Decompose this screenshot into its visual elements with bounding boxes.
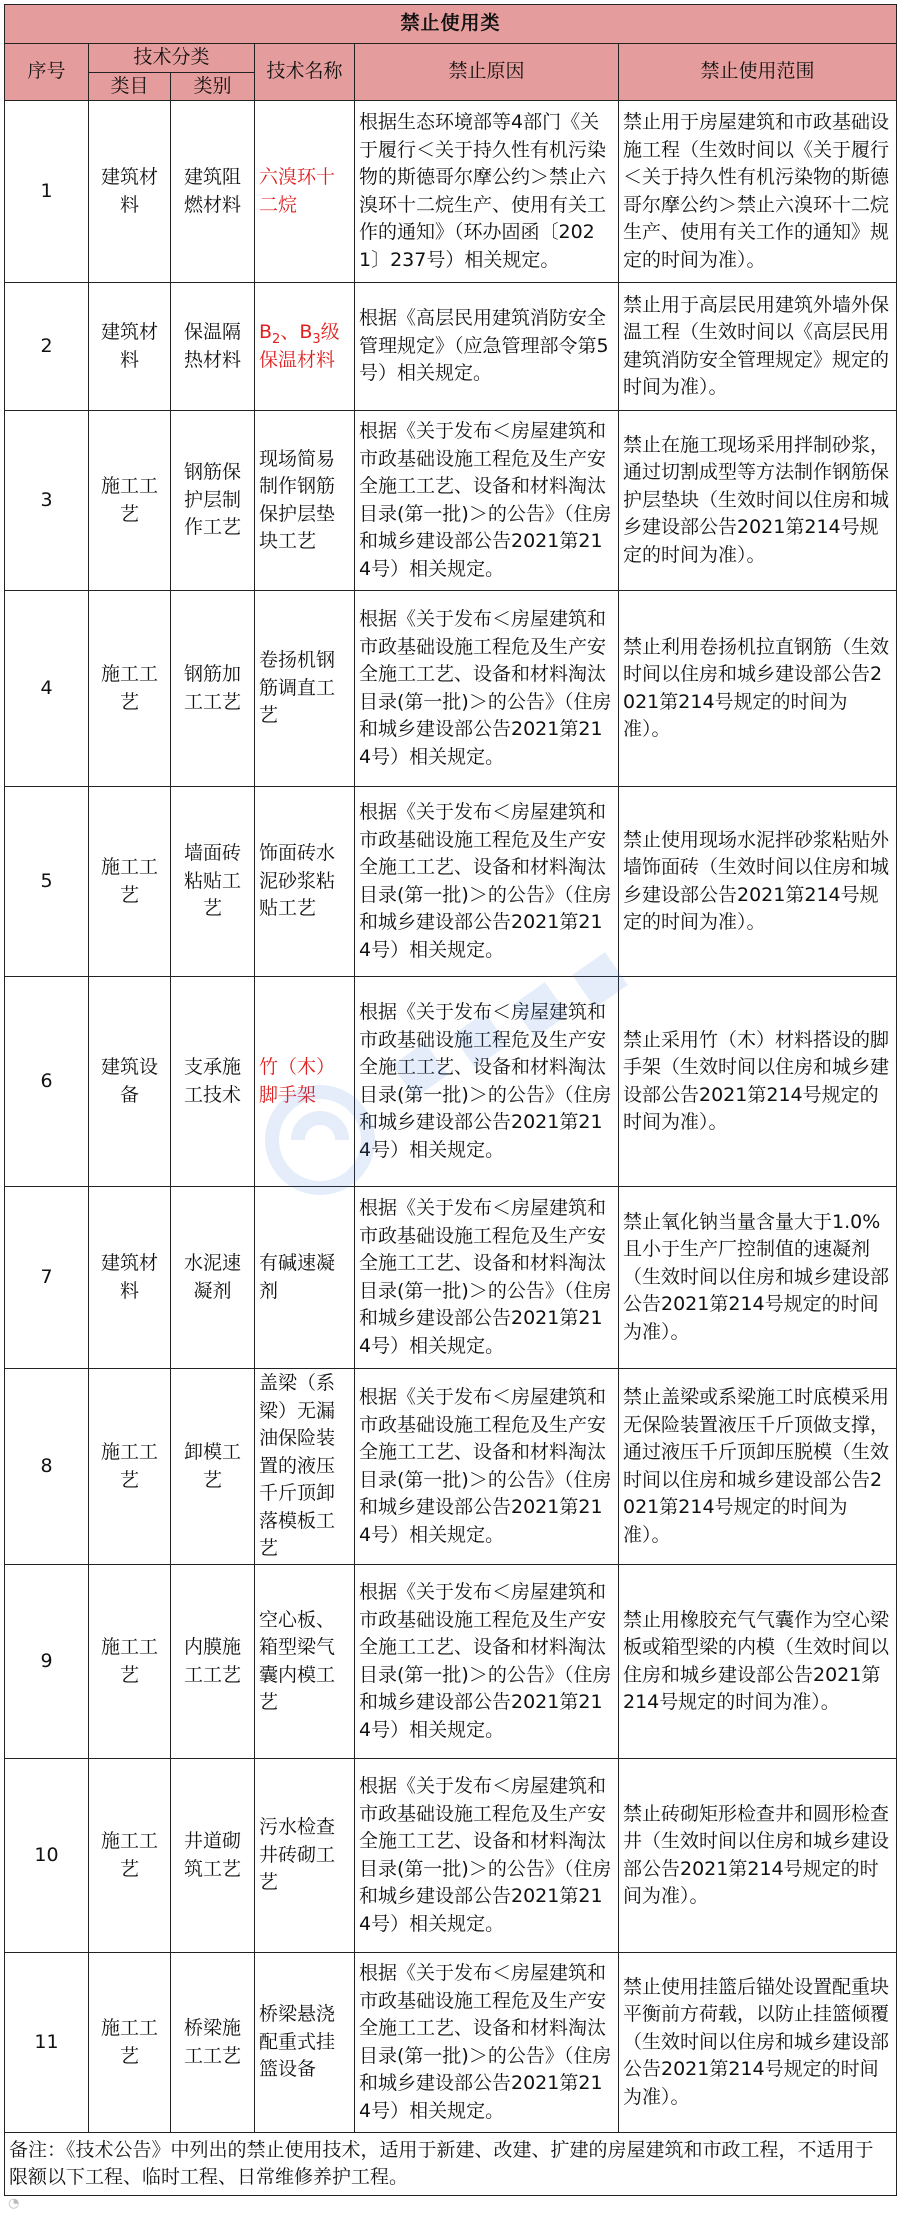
table-row	[5, 1565, 897, 1759]
cell-type: 桥梁施工工艺	[171, 1953, 255, 2133]
cell-name	[255, 283, 355, 411]
cell-scope: 禁止砖砌矩形检查井和圆形检查井（生效时间以住房和城乡建设部公告2021第214号规定的时间为准）。	[619, 1759, 897, 1953]
cell-name: 竹（木）脚手架	[255, 977, 355, 1187]
table-row	[5, 1187, 897, 1369]
cell-category: 建筑材料	[89, 1187, 171, 1369]
table-row	[5, 787, 897, 977]
cell-category: 施工工艺	[89, 1953, 171, 2133]
cell-category: 建筑材料	[89, 283, 171, 411]
table-row	[5, 977, 897, 1187]
cell-name: 现场简易制作钢筋保护层垫块工艺	[255, 411, 355, 591]
cell-scope: 禁止盖梁或系梁施工时底模采用无保险装置液压千斤顶做支撑，通过液压千斤顶卸压脱模（生效时间以住房和城乡建设部公告2021第214号规定的时间为准）。	[619, 1369, 897, 1565]
cell-reason: 根据生态环境部等4部门《关于履行＜关于持久性有机污染物的斯德哥尔摩公约＞禁止六溴环十二烷生产、使用有关工作的通知》（环办固函〔2021〕237号）相关规定。	[355, 101, 619, 283]
header-type: 类别	[171, 72, 255, 101]
name-mid: 、B	[280, 321, 313, 343]
cell-seq: 7	[5, 1187, 89, 1369]
cell-category: 施工工艺	[89, 787, 171, 977]
cell-reason: 根据《关于发布＜房屋建筑和市政基础设施工程危及生产安全施工工艺、设备和材料淘汰目录(第一批)＞的公告》（住房和城乡建设部公告2021第214号）相关规定。	[355, 787, 619, 977]
table-row	[5, 1759, 897, 1953]
header-reason: 禁止原因	[355, 44, 619, 101]
cell-category: 施工工艺	[89, 1369, 171, 1565]
header-category: 类目	[89, 72, 171, 101]
prohibited-technologies-table	[4, 4, 897, 2196]
name-subscript-1: 2	[272, 331, 281, 347]
cell-type: 支承施工技术	[171, 977, 255, 1187]
cell-name: 有碱速凝剂	[255, 1187, 355, 1369]
cell-category: 施工工艺	[89, 1565, 171, 1759]
table-title: 禁止使用类	[5, 5, 897, 44]
cell-type: 井道砌筑工艺	[171, 1759, 255, 1953]
cell-seq: 6	[5, 977, 89, 1187]
cell-type: 保温隔热材料	[171, 283, 255, 411]
cell-seq: 2	[5, 283, 89, 411]
cell-name: 桥梁悬浇配重式挂篮设备	[255, 1953, 355, 2133]
cell-reason: 根据《关于发布＜房屋建筑和市政基础设施工程危及生产安全施工工艺、设备和材料淘汰目录(第一批)＞的公告》（住房和城乡建设部公告2021第214号）相关规定。	[355, 977, 619, 1187]
name-subscript-2: 3	[312, 331, 321, 347]
corner-watermark-icon: ◔	[8, 2196, 20, 2211]
cell-type: 卸模工艺	[171, 1369, 255, 1565]
cell-name: 卷扬机钢筋调直工艺	[255, 591, 355, 787]
cell-type: 钢筋保护层制作工艺	[171, 411, 255, 591]
table-row	[5, 591, 897, 787]
cell-category: 建筑设备	[89, 977, 171, 1187]
cell-scope: 禁止使用挂篮后锚处设置配重块平衡前方荷载，以防止挂篮倾覆（生效时间以住房和城乡建设部公告2021第214号规定的时间为准）。	[619, 1953, 897, 2133]
header-seq: 序号	[5, 44, 89, 101]
cell-category: 施工工艺	[89, 1759, 171, 1953]
cell-type: 建筑阻燃材料	[171, 101, 255, 283]
cell-reason: 根据《关于发布＜房屋建筑和市政基础设施工程危及生产安全施工工艺、设备和材料淘汰目录(第一批)＞的公告》（住房和城乡建设部公告2021第214号）相关规定。	[355, 591, 619, 787]
cell-type: 水泥速凝剂	[171, 1187, 255, 1369]
cell-seq: 1	[5, 101, 89, 283]
cell-category: 建筑材料	[89, 101, 171, 283]
cell-category: 施工工艺	[89, 411, 171, 591]
cell-scope: 禁止使用现场水泥拌砂浆粘贴外墙饰面砖（生效时间以住房和城乡建设部公告2021第214号规定的时间为准）。	[619, 787, 897, 977]
cell-reason: 根据《关于发布＜房屋建筑和市政基础设施工程危及生产安全施工工艺、设备和材料淘汰目录(第一批)＞的公告》（住房和城乡建设部公告2021第214号）相关规定。	[355, 1369, 619, 1565]
cell-seq: 8	[5, 1369, 89, 1565]
cell-seq: 10	[5, 1759, 89, 1953]
cell-scope: 禁止用于房屋建筑和市政基础设施工程（生效时间以《关于履行＜关于持久性有机污染物的斯德哥尔摩公约＞禁止六溴环十二烷生产、使用有关工作的通知》规定的时间为准）。	[619, 101, 897, 283]
cell-seq: 3	[5, 411, 89, 591]
cell-reason: 根据《关于发布＜房屋建筑和市政基础设施工程危及生产安全施工工艺、设备和材料淘汰目录(第一批)＞的公告》（住房和城乡建设部公告2021第214号）相关规定。	[355, 1953, 619, 2133]
cell-seq: 11	[5, 1953, 89, 2133]
table-row	[5, 411, 897, 591]
cell-reason: 根据《关于发布＜房屋建筑和市政基础设施工程危及生产安全施工工艺、设备和材料淘汰目录(第一批)＞的公告》（住房和城乡建设部公告2021第214号）相关规定。	[355, 1565, 619, 1759]
cell-type: 钢筋加工工艺	[171, 591, 255, 787]
cell-reason: 根据《关于发布＜房屋建筑和市政基础设施工程危及生产安全施工工艺、设备和材料淘汰目录(第一批)＞的公告》（住房和城乡建设部公告2021第214号）相关规定。	[355, 1187, 619, 1369]
cell-category: 施工工艺	[89, 591, 171, 787]
header-scope: 禁止使用范围	[619, 44, 897, 101]
cell-seq: 5	[5, 787, 89, 977]
cell-name: 盖梁（系梁）无漏油保险装置的液压千斤顶卸落模板工艺	[255, 1369, 355, 1565]
cell-reason: 根据《高层民用建筑消防安全管理规定》（应急管理部令第5号）相关规定。	[355, 283, 619, 411]
table-note: 备注：《技术公告》中列出的禁止使用技术，适用于新建、改建、扩建的房屋建筑和市政工程，不适用于限额以下工程、临时工程、日常维修养护工程。	[5, 2133, 897, 2196]
cell-scope: 禁止氧化钠当量含量大于1.0%且小于生产厂控制值的速凝剂（生效时间以住房和城乡建设部公告2021第214号规定的时间为准）。	[619, 1187, 897, 1369]
cell-seq: 4	[5, 591, 89, 787]
cell-scope: 禁止利用卷扬机拉直钢筋（生效时间以住房和城乡建设部公告2021第214号规定的时间为准）。	[619, 591, 897, 787]
name-prefix: B	[259, 321, 273, 343]
cell-name: 饰面砖水泥砂浆粘贴工艺	[255, 787, 355, 977]
cell-scope: 禁止用于高层民用建筑外墙外保温工程（生效时间以《高层民用建筑消防安全管理规定》规定的时间为准）。	[619, 283, 897, 411]
cell-scope: 禁止采用竹（木）材料搭设的脚手架（生效时间以住房和城乡建设部公告2021第214号规定的时间为准）。	[619, 977, 897, 1187]
cell-reason: 根据《关于发布＜房屋建筑和市政基础设施工程危及生产安全施工工艺、设备和材料淘汰目录(第一批)＞的公告》（住房和城乡建设部公告2021第214号）相关规定。	[355, 1759, 619, 1953]
cell-type: 墙面砖粘贴工艺	[171, 787, 255, 977]
name-suffix: 级保温材料	[259, 321, 340, 371]
cell-scope: 禁止在施工现场采用拌制砂浆，通过切割成型等方法制作钢筋保护层垫块（生效时间以住房和城乡建设部公告2021第214号规定的时间为准）。	[619, 411, 897, 591]
cell-name: 空心板、箱型梁气囊内模工艺	[255, 1565, 355, 1759]
cell-name: 污水检查井砖砌工艺	[255, 1759, 355, 1953]
table-row	[5, 1369, 897, 1565]
table-row	[5, 283, 897, 411]
table-row	[5, 1953, 897, 2133]
header-name: 技术名称	[255, 44, 355, 101]
table-row	[5, 101, 897, 283]
cell-type: 内膜施工工艺	[171, 1565, 255, 1759]
header-category-group: 技术分类	[89, 44, 255, 73]
cell-scope: 禁止用橡胶充气气囊作为空心梁板或箱型梁的内模（生效时间以住房和城乡建设部公告2021第214号规定的时间为准）。	[619, 1565, 897, 1759]
cell-name: 六溴环十二烷	[255, 101, 355, 283]
cell-seq: 9	[5, 1565, 89, 1759]
cell-reason: 根据《关于发布＜房屋建筑和市政基础设施工程危及生产安全施工工艺、设备和材料淘汰目录(第一批)＞的公告》（住房和城乡建设部公告2021第214号）相关规定。	[355, 411, 619, 591]
